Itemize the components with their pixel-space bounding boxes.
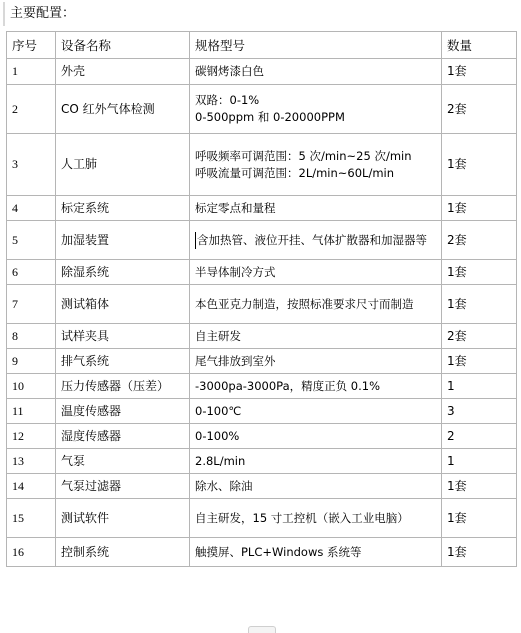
cell-qty: 1套 (442, 285, 517, 324)
spec-line: 自主研发，15 寸工控机（嵌入工业电脑） (195, 510, 409, 525)
cell-spec (190, 349, 442, 374)
cell-no: 14 (7, 474, 56, 499)
cell-spec (190, 85, 442, 134)
cell-name: 外壳 (56, 59, 190, 85)
cell-spec (190, 134, 442, 196)
table-row (7, 374, 517, 399)
cell-spec (190, 221, 442, 260)
cell-spec (190, 59, 442, 85)
cell-name: 标定系统 (56, 196, 190, 221)
spec-line: 自主研发 (195, 328, 241, 343)
cell-no: 7 (7, 285, 56, 324)
cell-qty: 1套 (442, 134, 517, 196)
cell-name: 试样夹具 (56, 324, 190, 349)
table-row (7, 449, 517, 474)
table-row (7, 260, 517, 285)
cell-qty: 1套 (442, 499, 517, 538)
cell-spec (190, 424, 442, 449)
cell-spec (190, 399, 442, 424)
cell-no: 13 (7, 449, 56, 474)
cell-spec (190, 449, 442, 474)
cell-spec (190, 196, 442, 221)
spec-line: 除水、除油 (195, 478, 253, 493)
cell-no: 4 (7, 196, 56, 221)
section-heading: 主要配置： (10, 6, 76, 21)
cell-spec (190, 499, 442, 538)
table-row (7, 59, 517, 85)
cell-name: 测试软件 (56, 499, 190, 538)
cell-spec (190, 374, 442, 399)
cell-no: 12 (7, 424, 56, 449)
cell-qty: 2 (442, 424, 517, 449)
cell-name: 控制系统 (56, 538, 190, 567)
cell-name: 除湿系统 (56, 260, 190, 285)
spec-line: 半导体制冷方式 (195, 264, 276, 279)
table-row (7, 499, 517, 538)
cell-name: 测试箱体 (56, 285, 190, 324)
cell-qty: 1套 (442, 474, 517, 499)
cell-name: 排气系统 (56, 349, 190, 374)
spec-line: 尾气排放到室外 (195, 353, 276, 368)
spec-line: 0-100℃ (195, 403, 242, 418)
cell-qty: 1套 (442, 260, 517, 285)
cell-name: CO 红外气体检测 (56, 85, 190, 134)
spec-line: 触摸屏、PLC+Windows 系统等 (195, 544, 362, 559)
table-row (7, 424, 517, 449)
spec-line: -3000pa-3000Pa，精度正负 0.1% (195, 378, 381, 393)
cell-qty: 1 (442, 449, 517, 474)
configuration-table (6, 31, 517, 567)
cell-no: 10 (7, 374, 56, 399)
spec-line: 2.8L/min (195, 453, 246, 468)
cell-name: 温度传感器 (56, 399, 190, 424)
header-no: 序号 (7, 32, 56, 59)
cell-qty: 2套 (442, 221, 517, 260)
cell-spec (190, 285, 442, 324)
cell-name: 湿度传感器 (56, 424, 190, 449)
table-row (7, 85, 517, 134)
spec-line: 双路：0-1% (195, 93, 260, 107)
cell-qty: 1套 (442, 349, 517, 374)
cell-spec (190, 538, 442, 567)
cell-qty: 1 (442, 374, 517, 399)
cell-qty: 2套 (442, 324, 517, 349)
cell-name: 气泵过滤器 (56, 474, 190, 499)
spec-line: 呼吸流量可调范围：2L/min~60L/min (195, 165, 395, 180)
header-qty: 数量 (442, 32, 517, 59)
cell-spec (190, 324, 442, 349)
table-row (7, 399, 517, 424)
page-scroll-tab[interactable] (248, 626, 276, 633)
table-row (7, 221, 517, 260)
cell-name: 人工肺 (56, 134, 190, 196)
cell-name: 压力传感器（压差） (56, 374, 190, 399)
header-name: 设备名称 (56, 32, 190, 59)
cell-no: 2 (7, 85, 56, 134)
cell-qty: 1套 (442, 538, 517, 567)
spec-line: 碳钢烤漆白色 (195, 64, 264, 78)
spec-line: 0-500ppm 和 0-20000PPM (195, 110, 345, 124)
cell-no: 6 (7, 260, 56, 285)
spec-line: 呼吸频率可调范围：5 次/min~25 次/min (195, 148, 412, 163)
cell-spec (190, 474, 442, 499)
table-row (7, 196, 517, 221)
cell-no: 8 (7, 324, 56, 349)
cell-qty: 1套 (442, 196, 517, 221)
cell-spec (190, 260, 442, 285)
left-margin-bar (3, 2, 5, 26)
table-row (7, 538, 517, 567)
spec-line: 标定零点和量程 (195, 200, 276, 215)
cell-name: 气泵 (56, 449, 190, 474)
cell-name: 加湿装置 (56, 221, 190, 260)
cell-no: 9 (7, 349, 56, 374)
table-header-row (7, 32, 517, 59)
cell-no: 11 (7, 399, 56, 424)
table-row (7, 285, 517, 324)
cell-no: 16 (7, 538, 56, 567)
spec-line: 本色亚克力制造，按照标准要求尺寸而制造 (195, 296, 414, 311)
cell-no: 1 (7, 59, 56, 85)
table-row (7, 474, 517, 499)
cell-qty: 3 (442, 399, 517, 424)
spec-line: 含加热管、液位开挂、气体扩散器和加湿器等 (195, 232, 437, 249)
cell-no: 5 (7, 221, 56, 260)
table-row (7, 324, 517, 349)
cell-no: 3 (7, 134, 56, 196)
table-row (7, 349, 517, 374)
spec-line: 0-100% (195, 428, 240, 443)
cell-qty: 1套 (442, 59, 517, 85)
header-spec: 规格型号 (190, 32, 442, 59)
cell-no: 15 (7, 499, 56, 538)
table-row (7, 134, 517, 196)
cell-qty: 2套 (442, 85, 517, 134)
